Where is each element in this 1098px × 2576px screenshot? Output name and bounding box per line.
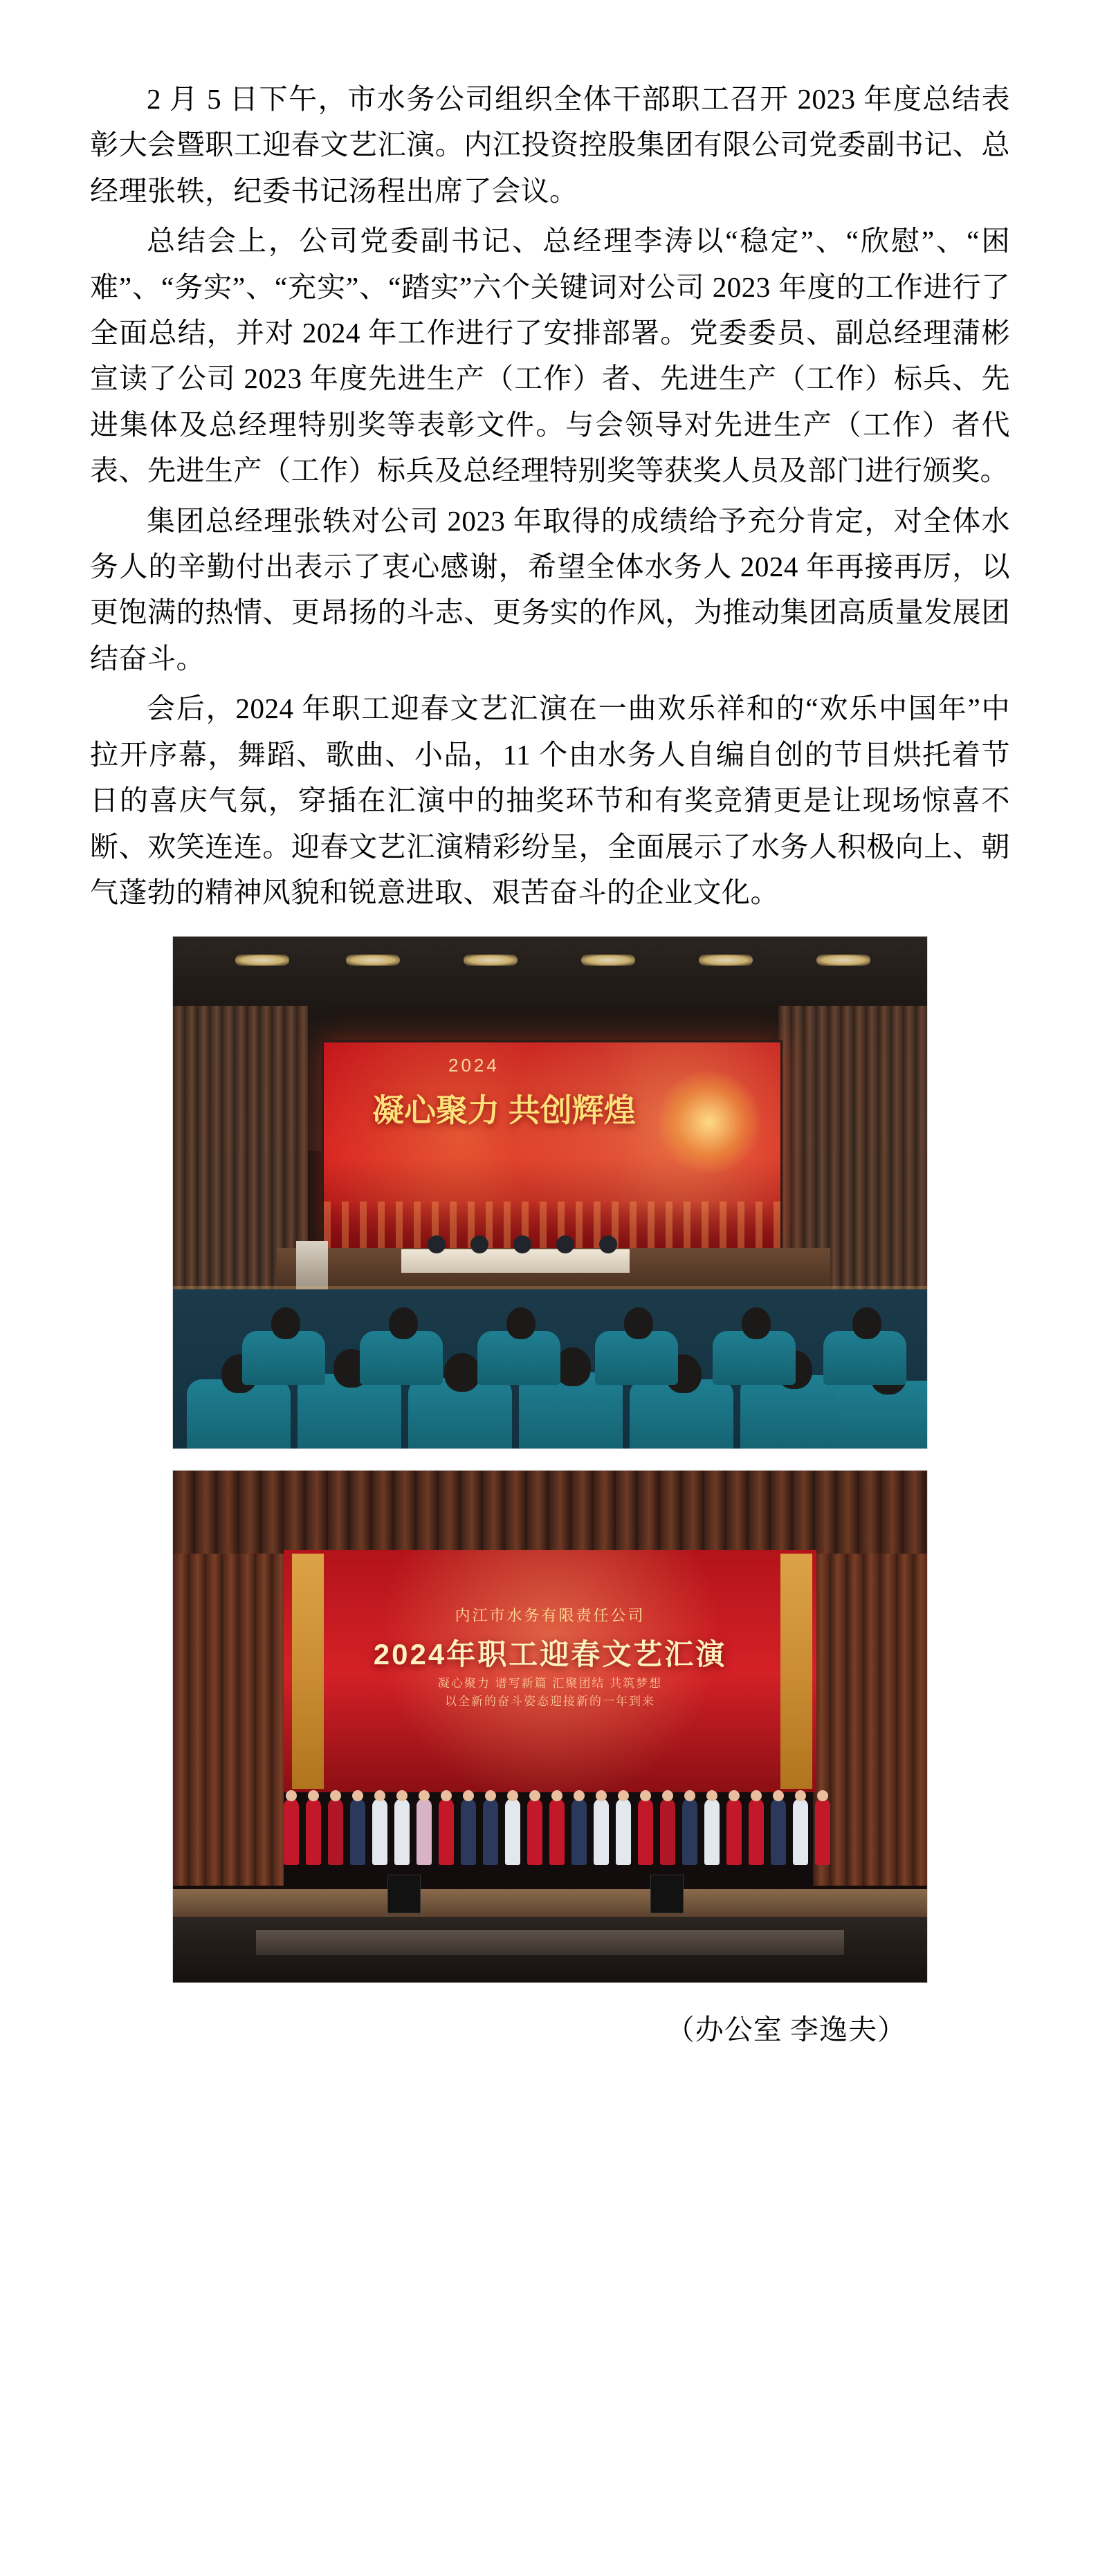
backdrop-subtitle-text: 凝心聚力 谱写新篇 汇聚团结 共筑梦想 <box>437 1677 663 1691</box>
performer-head <box>529 1790 540 1801</box>
audience-member <box>242 1331 325 1385</box>
performer-head <box>795 1790 806 1801</box>
auditorium-meeting-photo <box>172 936 928 1449</box>
performer-head <box>773 1790 784 1801</box>
screen-slogan-text: 凝心聚力 共创辉煌 <box>372 1092 636 1129</box>
performer <box>594 1798 609 1865</box>
stage-floor <box>173 1889 927 1917</box>
decor-column-left <box>292 1554 324 1789</box>
stage-backdrop <box>284 1550 816 1792</box>
led-screen <box>322 1040 783 1252</box>
performer-head <box>596 1790 607 1801</box>
performer-head <box>684 1790 695 1801</box>
performer <box>350 1798 365 1865</box>
performer-head <box>551 1790 562 1801</box>
performer <box>549 1798 565 1865</box>
performer <box>771 1798 786 1865</box>
stage-speaker <box>650 1875 684 1913</box>
stage-speaker <box>387 1875 421 1913</box>
dragon-graphic <box>657 1070 761 1174</box>
audience-head <box>624 1307 653 1339</box>
performer-head <box>662 1790 673 1801</box>
decor-column-right <box>780 1554 812 1789</box>
stage-group-photo <box>172 1470 928 1983</box>
performer <box>483 1798 498 1865</box>
performer-head <box>817 1790 828 1801</box>
performer-head <box>352 1790 363 1801</box>
performer-head <box>441 1790 452 1801</box>
performer <box>372 1798 387 1865</box>
backdrop-title-text: 2024年职工迎春文艺汇演 <box>373 1638 727 1671</box>
performer-head <box>507 1790 518 1801</box>
photo-credit-caption: （办公室 李逸夫） <box>666 2014 906 2046</box>
performer-head <box>330 1790 341 1801</box>
performer <box>439 1798 454 1865</box>
performer-head <box>706 1790 717 1801</box>
performer <box>394 1798 410 1865</box>
front-desk-row <box>256 1930 844 1955</box>
performer-head <box>463 1790 474 1801</box>
performer <box>505 1798 520 1865</box>
audience-area <box>173 1289 927 1448</box>
figure-stage-group <box>90 1470 1010 1983</box>
audience-head <box>389 1307 418 1339</box>
performer <box>726 1798 742 1865</box>
performer <box>328 1798 343 1865</box>
backdrop-company-text: 内江市水务有限责任公司 <box>455 1607 646 1625</box>
performer-head <box>286 1790 297 1801</box>
audience-head <box>271 1307 300 1339</box>
paragraph-1: 2 月 5 日下午，市水务公司组织全体干部职工召开 2023 年度总结表彰大会暨职工迎春文艺汇演。内江投资控股集团有限公司党委副书记、总经理张轶，纪委书记汤程出席了会议。 <box>90 83 1010 207</box>
ceiling-light <box>464 955 518 966</box>
performer-group <box>277 1768 830 1865</box>
performer <box>616 1798 631 1865</box>
performer-head <box>729 1790 740 1801</box>
performer-head <box>751 1790 762 1801</box>
audience-head <box>852 1307 881 1339</box>
performer <box>306 1798 321 1865</box>
ceiling-light <box>346 955 400 966</box>
performer <box>815 1798 830 1865</box>
paragraph-2: 总结会上，公司党委副书记、总经理李涛以“稳定”、“欣慰”、“困难”、“务实”、“充实”、“踏实”六个关键词对公司 2023 年度的工作进行了全面总结，并对 2024 年工作进行了安排部署。党委委员、副总经理蒲彬宣读了公司 2023 年度先进生产（工作）者、先进生产（工作）标兵、先进集体及总经理特别奖等表彰文件。与会领导对先进生产（工作）者代表、先进生产（工作）标兵及总经理特别奖等获奖人员及部门进行颁奖。 <box>90 225 1010 487</box>
performer <box>793 1798 808 1865</box>
performer <box>638 1798 653 1865</box>
performer <box>527 1798 542 1865</box>
screen-year-text: 2024 <box>448 1055 500 1076</box>
audience-head <box>742 1307 771 1339</box>
performer <box>417 1798 432 1865</box>
podium <box>296 1241 328 1289</box>
paragraph-3: 集团总经理张轶对公司 2023 年取得的成绩给予充分肯定，对全体水务人的辛勤付出表示了衷心感谢，希望全体水务人 2024 年再接再厉，以更饱满的热情、更昂扬的斗志、更务实的作风，为推动集团高质量发展团结奋斗。 <box>90 504 1010 674</box>
performer <box>461 1798 476 1865</box>
performer <box>704 1798 720 1865</box>
performer-head <box>396 1790 408 1801</box>
audience-head <box>444 1353 480 1392</box>
performer <box>571 1798 587 1865</box>
ceiling-light <box>699 955 753 966</box>
performer-head <box>485 1790 496 1801</box>
audience-head <box>506 1307 536 1339</box>
performer <box>749 1798 764 1865</box>
ceiling-light <box>235 955 289 966</box>
performer-head <box>374 1790 385 1801</box>
performer-head <box>574 1790 585 1801</box>
performer-head <box>419 1790 430 1801</box>
side-wall-left <box>173 1554 284 1886</box>
ceiling-light <box>581 955 635 966</box>
paragraph-4: 会后，2024 年职工迎春文艺汇演在一曲欢乐祥和的“欢乐中国年”中拉开序幕，舞蹈、歌曲、小品，11 个由水务人自编自创的节目烘托着节日的喜庆气氛，穿插在汇演中的抽奖环节和有奖竞猜更是让现场惊喜不断、欢笑连连。迎春文艺汇演精彩纷呈，全面展示了水务人积极向上、朝气蓬勃的精神风貌和锐意进取、艰苦奋斗的企业文化。 <box>90 692 1010 908</box>
ceiling-light <box>816 955 870 966</box>
performer <box>284 1798 299 1865</box>
document-body <box>90 76 1010 2048</box>
performer <box>660 1798 675 1865</box>
performer-head <box>640 1790 651 1801</box>
figure-auditorium <box>90 936 1010 1449</box>
performer <box>682 1798 697 1865</box>
skyline-graphic <box>324 1202 780 1250</box>
backdrop-subtitle2-text: 以全新的奋斗姿态迎接新的一年到来 <box>445 1695 655 1709</box>
performer-head <box>308 1790 319 1801</box>
performer-head <box>618 1790 629 1801</box>
